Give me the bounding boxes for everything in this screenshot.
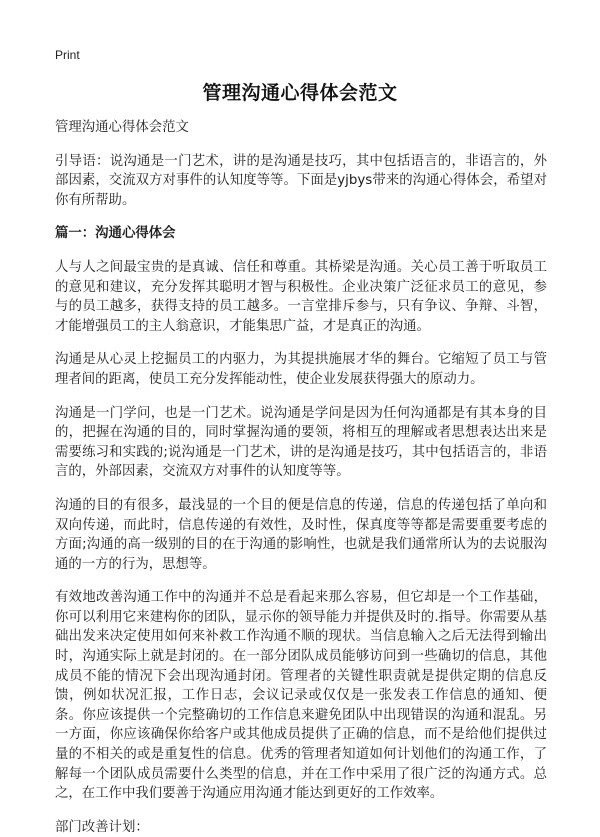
body-paragraph-1: 人与人之间最宝贵的是真诚、信任和尊重。其桥梁是沟通。关心员工善于听取员工的意见和建议，充分发挥其聪明才智与积极性。企业决策广泛征求员工的意见，参与的员工越多，获得支持的员工越多。一言堂排斥参与，只有争议、争辩、斗智，才能增强员工的主人翁意识，才能集思广益，才是真正的沟通。: [55, 259, 547, 334]
intro-paragraph: 引导语：说沟通是一门艺术，讲的是沟通是技巧，其中包括语言的，非语言的，外部因素，交流双方对事件的认知度等等。下面是yjbys带来的沟通心得体会，希望对你有所帮助。: [55, 153, 547, 208]
document-body: [55, 118, 547, 837]
tail-heading: 部门改善计划：: [55, 819, 149, 835]
body-paragraph-2: 沟通是从心灵上挖掘员工的内驱力，为其提拱施展才华的舞台。它缩短了员工与管理者间的距离，使员工充分发挥能动性，使企业发展获得强大的原动力。: [55, 352, 547, 387]
section-heading: 篇一：沟通心得体会: [55, 226, 176, 242]
body-paragraph-4: 沟通的目的有很多，最浅显的一个目的便是信息的传递，信息的传递包括了单向和双向传递，而此时，信息传递的有效性，及时性，保真度等等都是需要重要考虑的方面;沟通的高一级别的目的在于沟通的影响性，也就是我们通常所认为的去说服沟通的一方的行为，思想等。: [55, 497, 547, 572]
print-link[interactable]: Print: [55, 48, 80, 62]
body-paragraph-5: 有效地改善沟通工作中的沟通并不总是看起来那么容易，但它却是一个工作基础，你可以利用它来建构你的团队，显示你的领导能力并提供及时的.指导。你需要从基础出发来决定使用如何来补救工作沟通不顺的现状。当信息输入之后无法得到输出时，沟通实际上就是封闭的。在一部分团队成员能够访问到一些确切的信息，其他成员不能的情况下会出现沟通封闭。管理者的关键性职责就是提供定期的信息反馈，例如状况汇报，工作日志，会议记录或仅仅是一张发表工作信息的通知、便条。你应该提供一个完整确切的工作信息来避免团队中出现错误的沟通和混乱。另一方面，你应该确保你给客户或其他成员提供了正确的信息，而不是给他们提供过量的不相关的或是重复性的信息。优秀的管理者知道如何计划他们的沟通工作，了解每一个团队成员需要什么类型的信息，并在工作中采用了很广泛的沟通方式。总之，在工作中我们要善于沟通应用沟通才能达到更好的工作效率。: [55, 590, 547, 802]
body-paragraph-3: 沟通是一门学问，也是一门艺术。说沟通是学问是因为任何沟通都是有其本身的目的，把握在沟通的目的，同时掌握沟通的要领，将相互的理解或者思想表达出来是需要练习和实践的;说沟通是一门艺术，讲的是沟通是技巧，其中包括语言的，非语言的，外部因素，交流双方对事件的认知度等等。: [55, 405, 547, 480]
page-title: 管理沟通心得体会范文: [202, 82, 398, 104]
document-subtitle: 管理沟通心得体会范文: [55, 120, 189, 135]
